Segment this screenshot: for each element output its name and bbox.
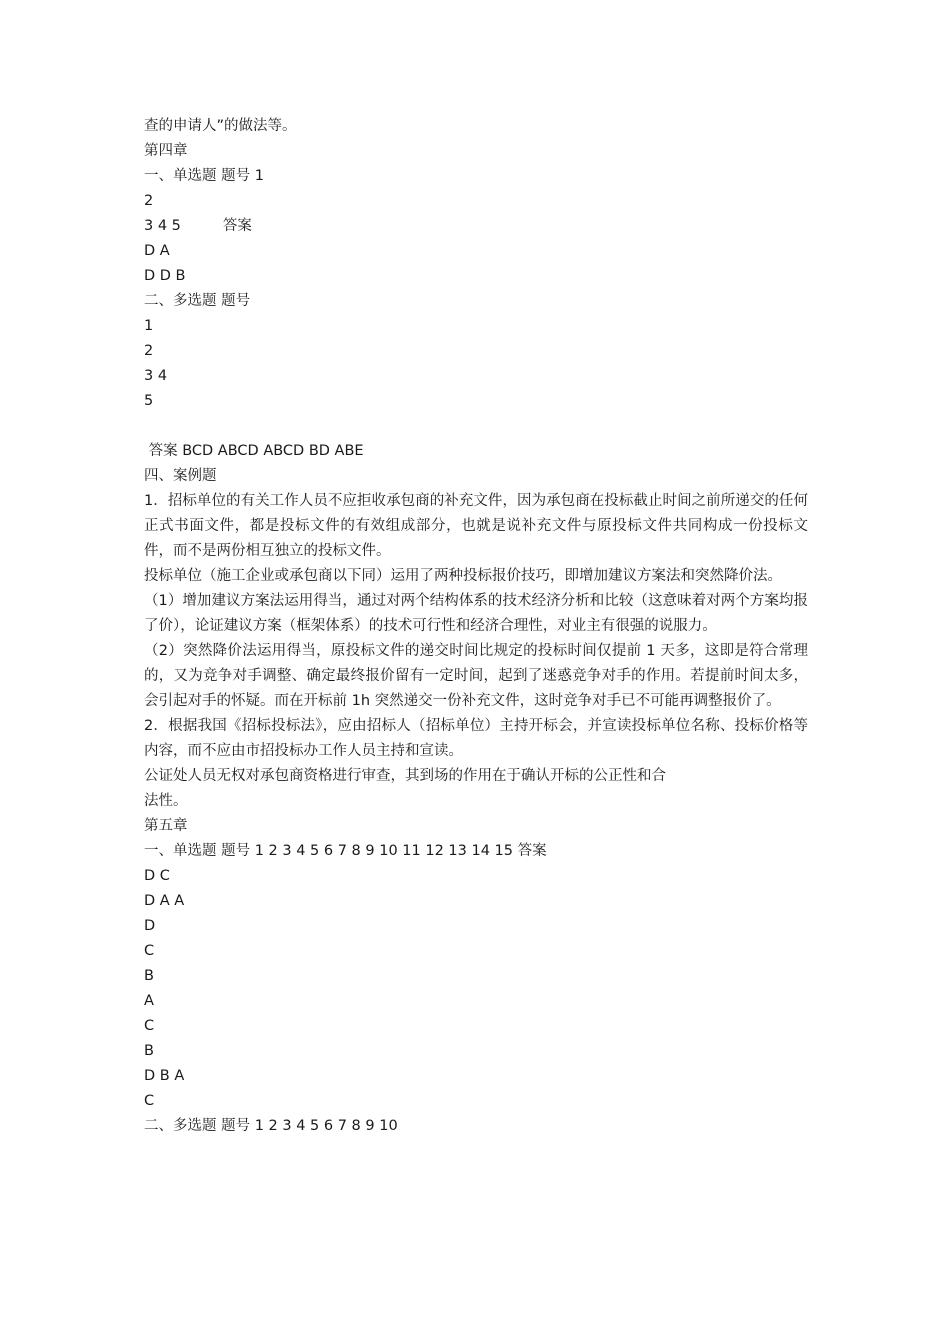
question-number: 2 bbox=[144, 193, 154, 209]
answer-line: D bbox=[144, 918, 156, 934]
case-paragraph: 1．招标单位的有关工作人员不应拒收承包商的补充文件，因为承包商在投标截止时间之前所递交的任何正式书面文件，都是投标文件的有效组成部分，也就是说补充文件与原投标文件共同构成一份投标文件，而不是两份相互独立的投标文件。 bbox=[144, 493, 808, 559]
answer-line: C bbox=[144, 1018, 155, 1034]
blank-line bbox=[144, 414, 808, 439]
section-heading: 一、单选题 题号 1 2 3 4 5 6 7 8 9 10 11 12 13 14 15 答案 bbox=[144, 843, 547, 859]
case-paragraph: 2．根据我国《招标投标法》，应由招标人（招标单位）主持开标会，并宣读投标单位名称、投标价格等内容，而不应由市招投标办工作人员主持和宣读。 bbox=[144, 718, 808, 759]
answer-line: D D B bbox=[144, 268, 186, 284]
question-numbers-row bbox=[144, 214, 808, 239]
answer-line: D C bbox=[144, 868, 170, 884]
case-paragraph: （2）突然降价法运用得当，原投标文件的递交时间比规定的投标时间仅提前 1 天多，这即是符合常理的，又为竞争对手调整、确定最终报价留有一定时间，起到了迷惑竞争对手的作用。若提前时间太多，会引起对手的怀疑。而在开标前 1h 突然递交一份补充文件，这时竞争对手已不可能再调整报价了。 bbox=[144, 643, 808, 709]
text-line: 法性。 bbox=[144, 793, 188, 809]
section-heading: 二、多选题 题号 bbox=[144, 293, 251, 309]
question-number: 2 bbox=[144, 343, 154, 359]
answer-line: B bbox=[144, 968, 154, 984]
answer-line: D A A bbox=[144, 893, 185, 909]
answer-label: 答案 bbox=[222, 218, 252, 234]
answer-line: C bbox=[144, 943, 155, 959]
question-number: 5 bbox=[144, 393, 154, 409]
case-paragraph: 投标单位（施工企业或承包商以下同）运用了两种投标报价技巧，即增加建议方案法和突然降价法。 bbox=[144, 568, 782, 584]
question-number: 3 4 bbox=[144, 368, 168, 384]
answer-line: A bbox=[144, 993, 154, 1009]
answer-line: C bbox=[144, 1093, 155, 1109]
text-line: 公证处人员无权对承包商资格进行审查，其到场的作用在于确认开标的公正性和合 bbox=[144, 768, 666, 784]
question-number: 1 bbox=[144, 318, 154, 334]
question-numbers: 3 4 5 bbox=[144, 218, 181, 234]
section-heading: 一、单选题 题号 1 bbox=[144, 168, 264, 184]
document-page bbox=[144, 114, 808, 1139]
section-heading: 四、案例题 bbox=[144, 468, 217, 484]
chapter-title: 第四章 bbox=[144, 143, 188, 159]
answer-line: 答案 BCD ABCD ABCD BD ABE bbox=[144, 443, 364, 459]
answer-line: D B A bbox=[144, 1068, 185, 1084]
section-heading: 二、多选题 题号 1 2 3 4 5 6 7 8 9 10 bbox=[144, 1118, 398, 1134]
case-paragraph: （1）增加建议方案法运用得当，通过对两个结构体系的技术经济分析和比较（这意味着对两个方案均报了价），论证建议方案（框架体系）的技术可行性和经济合理性，对业主有很强的说服力。 bbox=[144, 593, 808, 634]
chapter-title: 第五章 bbox=[144, 818, 188, 834]
text-line: 查的申请人”的做法等。 bbox=[144, 118, 297, 134]
answer-line: B bbox=[144, 1043, 154, 1059]
answer-line: D A bbox=[144, 243, 170, 259]
